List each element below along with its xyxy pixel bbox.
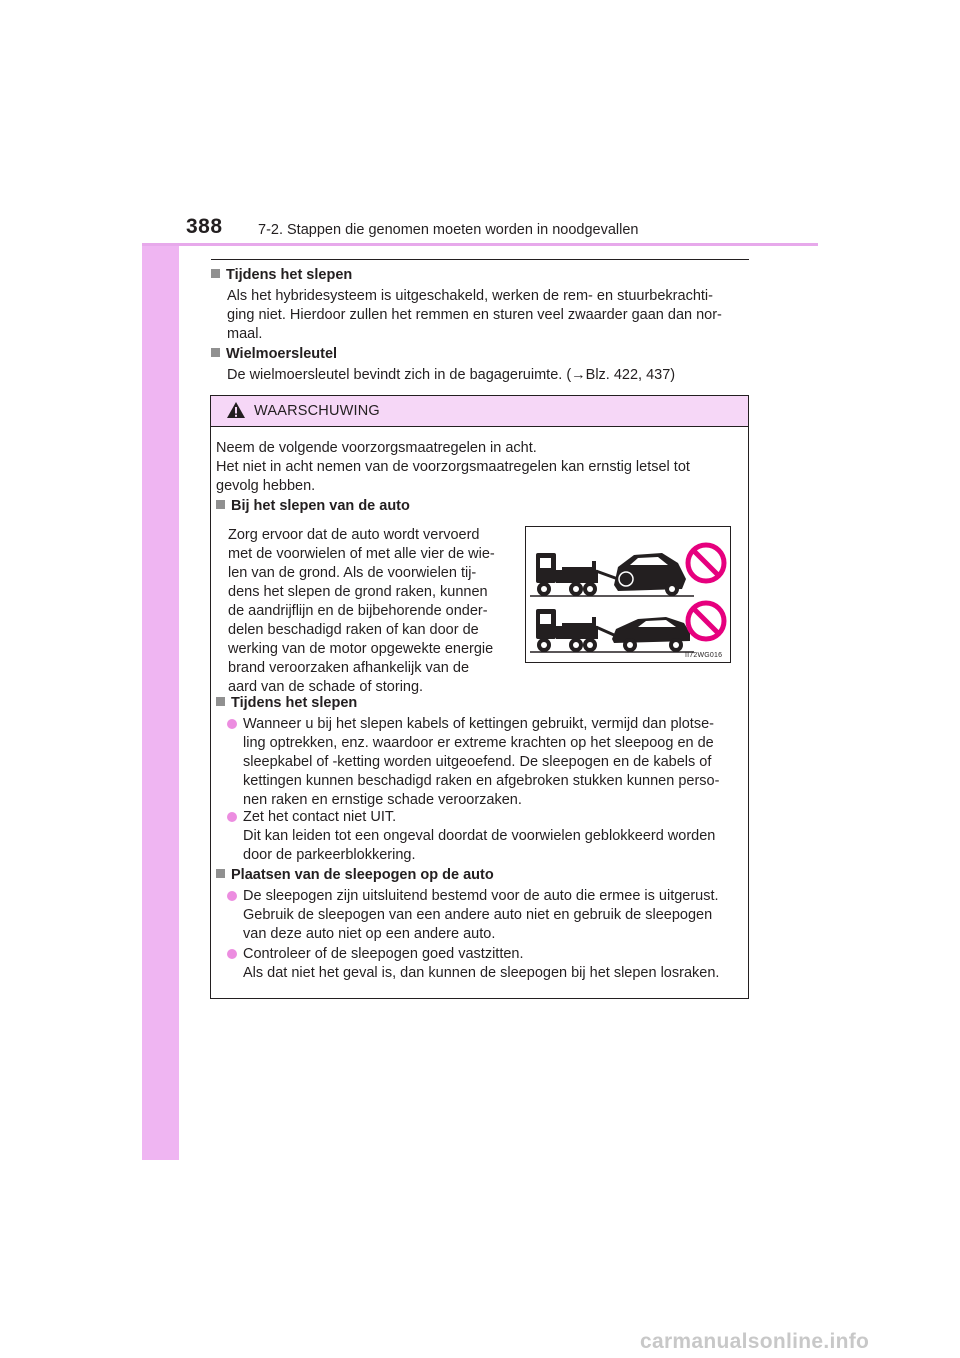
text-line: Neem de volgende voorzorgsmaatregelen in acht. [216,440,537,456]
text-line: Als dat niet het geval is, dan kunnen de sleepogen bij het slepen losraken. [243,965,720,981]
text-line: delen beschadigd raken of kan door de [228,622,479,638]
bullet-dot-icon [227,891,237,901]
car-icon [612,617,690,652]
text-line: Het niet in acht nemen van de voorzorgsmaatregelen kan ernstig letsel tot [216,459,690,475]
text-line: ging niet. Hierdoor zullen het remmen en sturen veel zwaarder gaan dan nor- [227,307,722,323]
text-line: werking van de motor opgewekte energie [228,641,494,657]
warning-heading-tow-eyes: Plaatsen van de sleepogen op de auto [216,866,494,885]
square-bullet-icon [211,348,220,357]
square-bullet-icon [216,869,225,878]
towing-car-text [228,526,507,697]
text-line: met de voorwielen of met alle vier de wie- [228,546,495,562]
text-line: Controleer of de sleepogen goed vastzitten. [243,946,524,962]
list-item [243,887,743,944]
text-line: ling optrekken, enz. waardoor er extreme krachten op het sleepoog en de [243,735,714,751]
warning-heading-during-towing: Tijdens het slepen [216,694,357,713]
text-line: maal. [227,326,263,342]
warning-heading-towing-car: Bij het slepen van de auto [216,497,410,516]
warning-triangle-icon [226,401,246,419]
list-item [243,715,743,810]
text-line: aard van de schade of storing. [228,679,424,695]
intro-wrench-text: De wielmoersleutel bevindt zich in de bagageruimte. (→Blz. 422, 437) [227,367,676,383]
text-line: door de parkeerblokkering. [243,847,416,863]
text-line: De sleepogen zijn uitsluitend bestemd voor de auto die ermee is uitgerust. [243,888,719,904]
bullet-dot-icon [227,949,237,959]
text-line: Gebruik de sleepogen van een andere auto niet en gebruik de sleepogen [243,907,713,923]
text-line: Wanneer u bij het slepen kabels of kettingen gebruikt, vermijd dan plotse- [243,716,714,732]
text-line: van deze auto niet op een andere auto. [243,926,496,942]
text-line: len van de grond. Als de voorwielen tij- [228,565,477,581]
text-line: Dit kan leiden tot een ongeval doordat de voorwielen geblokkeerd worden [243,828,716,844]
intro-heading-wrench: Wielmoersleutel [211,345,337,364]
car-icon [614,553,686,596]
list-item [243,945,743,983]
section-title: 7-2. Stappen die genomen moeten worden in noodgevallen [258,222,639,238]
warning-intro [216,439,741,496]
figure-code: II72WG016 [685,652,723,659]
text-line: de aandrijflijn en de bijbehorende onder- [228,603,488,619]
side-tab-band [142,197,179,1160]
bullet-dot-icon [227,812,237,822]
text-line: kettingen kunnen beschadigd raken en afgebroken stukken kunnen perso- [243,773,720,789]
page-number: 388 [186,215,223,238]
intro-heading-towing: Tijdens het slepen [211,266,352,285]
text-line: Zorg ervoor dat de auto wordt vervoerd [228,527,480,543]
text-line: sleepkabel of -ketting worden uitgeoefend. De sleepogen en de kabels of [243,754,712,770]
text-line: dens het slepen de grond raken, kunnen [228,584,488,600]
bullet-dot-icon [227,719,237,729]
intro-towing-text [227,287,747,344]
warning-title: WAARSCHUWING [254,403,380,419]
towing-illustration-drawing [526,527,730,662]
square-bullet-icon [211,269,220,278]
text-line: brand veroorzaken afhankelijk van de [228,660,470,676]
tow-truck-icon [536,609,614,652]
towing-illustration [525,526,731,663]
text-line: gevolg hebben. [216,478,316,494]
list-item [243,808,743,865]
prohibited-icon [688,603,724,639]
square-bullet-icon [216,500,225,509]
square-bullet-icon [216,697,225,706]
header-rule [142,243,818,246]
tow-truck-icon [536,553,618,596]
text-line: nen raken en ernstige schade veroorzaken. [243,792,522,808]
watermark: carmanualsonline.info [640,1330,870,1353]
prohibited-icon [688,545,724,581]
text-line: Zet het contact niet UIT. [243,809,397,825]
content-top-rule [211,259,749,260]
text-line: Als het hybridesysteem is uitgeschakeld, werken de rem- en stuurbekrachti- [227,288,713,304]
